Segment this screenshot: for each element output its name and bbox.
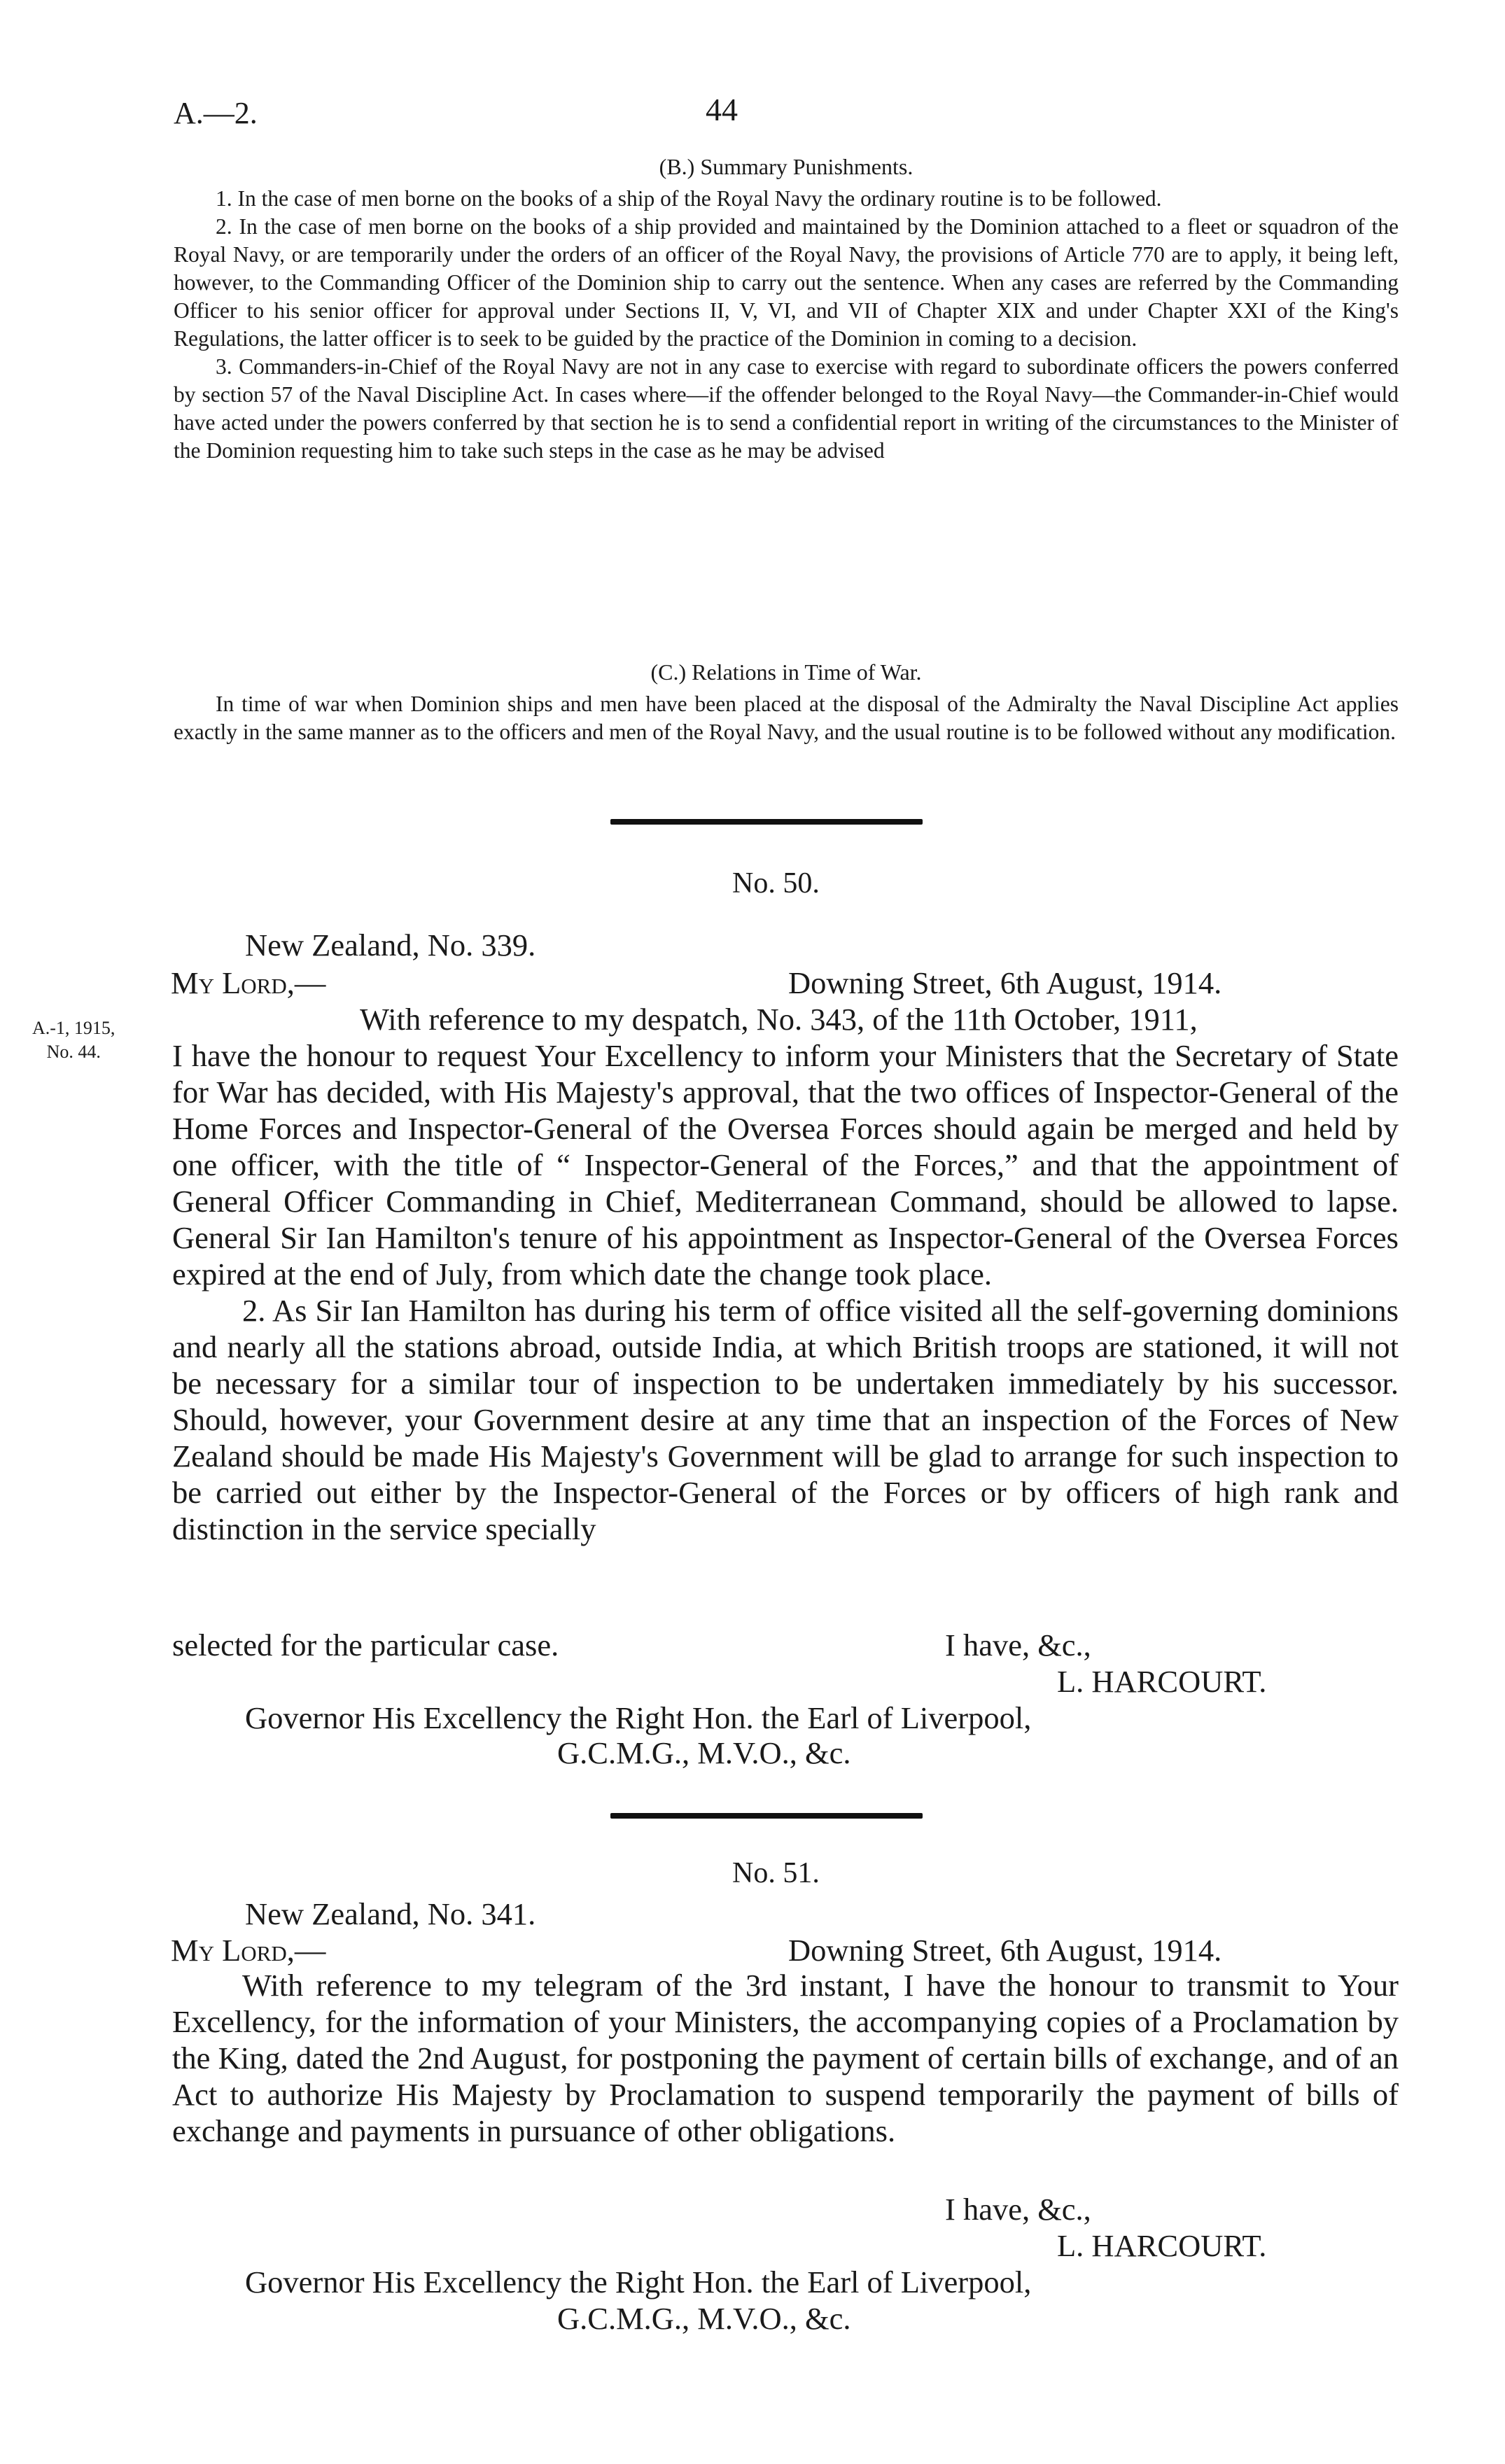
letter-51-body [172,1967,1399,2149]
letter-50-addressee-honours: G.C.M.G., M.V.O., &c. [557,1735,851,1770]
letter-51-reference: New Zealand, No. 341. [245,1896,536,1931]
letter-50-reference: New Zealand, No. 339. [245,927,536,962]
page-number: 44 [706,92,738,127]
letter-50-first-line: With reference to my despatch, No. 343, of the 11th October, 1911, [360,1002,1198,1037]
letter-50-paragraph-1: I have the honour to request Your Excellency to inform your Ministers that the Secretary of State for War has decided, with His Majesty's approval, that the two offices of Inspector-General of the Home Forces and Inspector-General of the Oversea Forces should again be merged and held by one officer, with the title of “ Inspector-General of the Forces,” and that the appointment of General Officer Commanding in Chief, Mediterranean Command, should be allowed to lapse. General Sir Ian Hamilton's tenure of his appointment as Inspector-General of the Oversea Forces expired at the end of July, from which date the change took place. [172,1038,1399,1292]
war-relations-heading: (C.) Relations in Time of War. [650,659,922,685]
section-divider [610,819,923,825]
letter-51-addressee-honours: G.C.M.G., M.V.O., &c. [557,2301,851,2336]
letter-50-place-date: Downing Street, 6th August, 1914. [788,965,1222,1000]
letter-50-margin-note [32,1016,115,1064]
summary-paragraph-1: 1. In the case of men borne on the books of a ship of the Royal Navy the ordinary routine is to be followed. [216,186,1162,211]
letter-50-addressee: Governor His Excellency the Right Hon. the Earl of Liverpool, [245,1700,1032,1735]
summary-paragraph-2: 2. In the case of men borne on the books of a ship provided and maintained by the Dominion attached to a fleet or squadron of the Royal Navy, or are temporarily under the orders of an officer of the Royal Navy, the provisions of Article 770 are to apply, it being left, however, to the Commanding Officer of the Dominion ship to carry out the sentence. When any cases are referred by the Commanding Officer to his senior officer for approval under Sections II, V, VI, and VII of Chapter XIX and under Chapter XXI of the King's Regulations, the latter officer is to seek to be guided by the practice of the Dominion in coming to a decision. [174,214,1399,351]
summary-paragraph-3: 3. Commanders-in-Chief of the Royal Navy are not in any case to exercise with regard to subordinate officers the powers conferred by section 57 of the Naval Discipline Act. In cases where—if the offender belonged to the Royal Navy—the Commander-in-Chief would have acted under the powers conferred by that section he is to send a confidential report in writing of the circumstances to the Minister of the Dominion requesting him to take such steps in the case as he may be advised [174,354,1399,463]
letter-50-closing: I have, &c., [945,1628,1091,1662]
margin-note-line-2: No. 44. [46,1042,101,1062]
letter-51-closing: I have, &c., [945,2192,1091,2227]
letter-51-salutation: My Lord,— [171,1933,326,1968]
letter-51-number: No. 51. [732,1857,820,1889]
letter-51-paragraph: With reference to my telegram of the 3rd instant, I have the honour to transmit to Your Excellency, for the information of your Ministers, the accompanying copies of a Proclamation by the King, dated the 2nd August, for postponing the payment of certain bills of exchange, and of an Act to authorize His Majesty by Proclamation to suspend temporarily the payment of bills of exchange and payments in pursuance of other obligations. [172,1968,1399,2148]
letter-51-addressee: Governor His Excellency the Right Hon. the Earl of Liverpool, [245,2264,1032,2300]
margin-note-line-1: A.-1, 1915, [32,1018,115,1038]
letter-50-paragraph-2: 2. As Sir Ian Hamilton has during his term of office visited all the self-governing dominions and nearly all the stations abroad, outside India, at which British troops are stationed, it will not be necessary for a similar tour of inspection to be undertaken immediately by his successor. Should, however, your Government desire at any time that an inspection of the Forces of New Zealand should be made His Majesty's Government will be glad to arrange for such inspection to be carried out either by the Inspector-General of the Forces or by officers of high rank and distinction in the service specially [172,1293,1399,1546]
page-reference: A.—2. [174,96,258,130]
war-relations-section [174,658,1399,746]
letter-50-salutation: My Lord,— [171,965,326,1000]
letter-51-signature: L. HARCOURT. [1057,2228,1267,2263]
summary-punishments-heading: (B.) Summary Punishments. [659,154,913,179]
summary-punishments-section [174,153,1399,465]
letter-50-signature: L. HARCOURT. [1057,1664,1267,1699]
war-relations-paragraph: In time of war when Dominion ships and men have been placed at the disposal of the Admiralty the Naval Discipline Act applies exactly in the same manner as to the officers and men of the Royal Navy, and the usual routine is to be followed without any modification. [174,692,1399,744]
letter-51-place-date: Downing Street, 6th August, 1914. [788,1933,1222,1968]
section-divider [610,1813,923,1819]
letter-50-number: No. 50. [732,867,820,899]
letter-50-paragraph-2-end: selected for the particular case. [172,1628,559,1662]
letter-50-body [172,1037,1399,1547]
